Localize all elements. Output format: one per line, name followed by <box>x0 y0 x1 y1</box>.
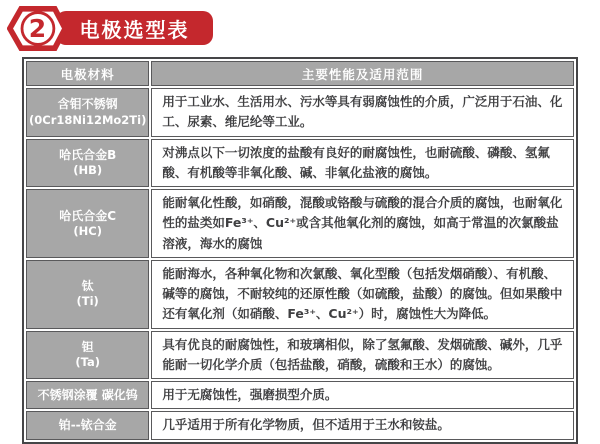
material-cell <box>26 411 149 439</box>
material-cell <box>26 260 149 329</box>
material-cell <box>26 189 149 258</box>
column-header-material: 电极材料 <box>26 61 149 86</box>
material-cell <box>26 331 149 380</box>
section-number: 2 <box>28 14 47 43</box>
description-cell: 对沸点以下一切浓度的盐酸有良好的耐腐蚀性，也耐硫酸、磷酸、氢氟酸、有机酸等非氧化酸、碱、非氧化盐液的腐蚀。 <box>151 139 574 188</box>
description-cell: 用于无腐蚀性，强磨损型介质。 <box>151 381 574 409</box>
electrode-selection-table <box>22 57 578 444</box>
material-name: 钛 <box>81 279 94 294</box>
description-cell: 几乎适用于所有化学物质，但不适用于王水和铵盐。 <box>151 411 574 439</box>
section-number-badge <box>7 5 67 52</box>
table-row <box>26 260 574 329</box>
material-code: (0Cr18Ni12Mo2Ti) <box>29 112 147 127</box>
table-row <box>26 189 574 258</box>
material-name: 不锈钢涂覆 碳化钨 <box>37 388 138 403</box>
material-code: (HC) <box>73 223 102 238</box>
table-row <box>26 139 574 188</box>
material-cell <box>26 139 149 188</box>
material-cell <box>26 88 149 137</box>
section-header <box>0 0 600 56</box>
material-name: 哈氏合金B <box>59 147 117 162</box>
material-code: (Ta) <box>75 355 100 370</box>
description-cell: 用于工业水、生活用水、污水等具有弱腐蚀性的介质，广泛用于石油、化工、尿素、维尼纶等工业。 <box>151 88 574 137</box>
material-name: 铂--铱合金 <box>58 418 117 433</box>
description-cell: 具有优良的耐腐蚀性，和玻璃相似，除了氢氟酸、发烟硫酸、碱外，几乎能耐一切化学介质（包括盐酸，硝酸，硫酸和王水）的腐蚀。 <box>151 331 574 380</box>
material-name: 钽 <box>81 339 94 354</box>
table-row <box>26 381 574 409</box>
table-row <box>26 331 574 380</box>
table-row <box>26 411 574 439</box>
description-cell: 能耐氧化性酸，如硝酸，混酸或铬酸与硫酸的混合介质的腐蚀，也耐氧化性的盐类如Fe³⁺、Cu²⁺或含其他氧化剂的腐蚀，如高于常温的次氯酸盐溶液，海水的腐蚀 <box>151 189 574 258</box>
table <box>22 57 578 444</box>
table-header-row <box>26 61 574 86</box>
material-code: (HB) <box>73 163 103 178</box>
material-cell <box>26 381 149 409</box>
section-title-label: 电极选型表 <box>79 17 190 42</box>
table-row <box>26 88 574 137</box>
material-name: 含钼不锈钢 <box>57 97 118 112</box>
material-code: (Ti) <box>76 294 99 309</box>
material-name: 哈氏合金C <box>59 208 117 223</box>
column-header-performance: 主要性能及适用范围 <box>151 61 574 86</box>
description-cell: 能耐海水，各种氧化物和次氯酸、氧化型酸（包括发烟硝酸）、有机酸、碱等的腐蚀，不耐较纯的还原性酸（如硫酸，盐酸）的腐蚀。但如果酸中还有氧化剂（如硝酸、Fe³⁺、Cu²⁺）时，腐蚀性大为降低。 <box>151 260 574 329</box>
section-title <box>56 11 213 45</box>
